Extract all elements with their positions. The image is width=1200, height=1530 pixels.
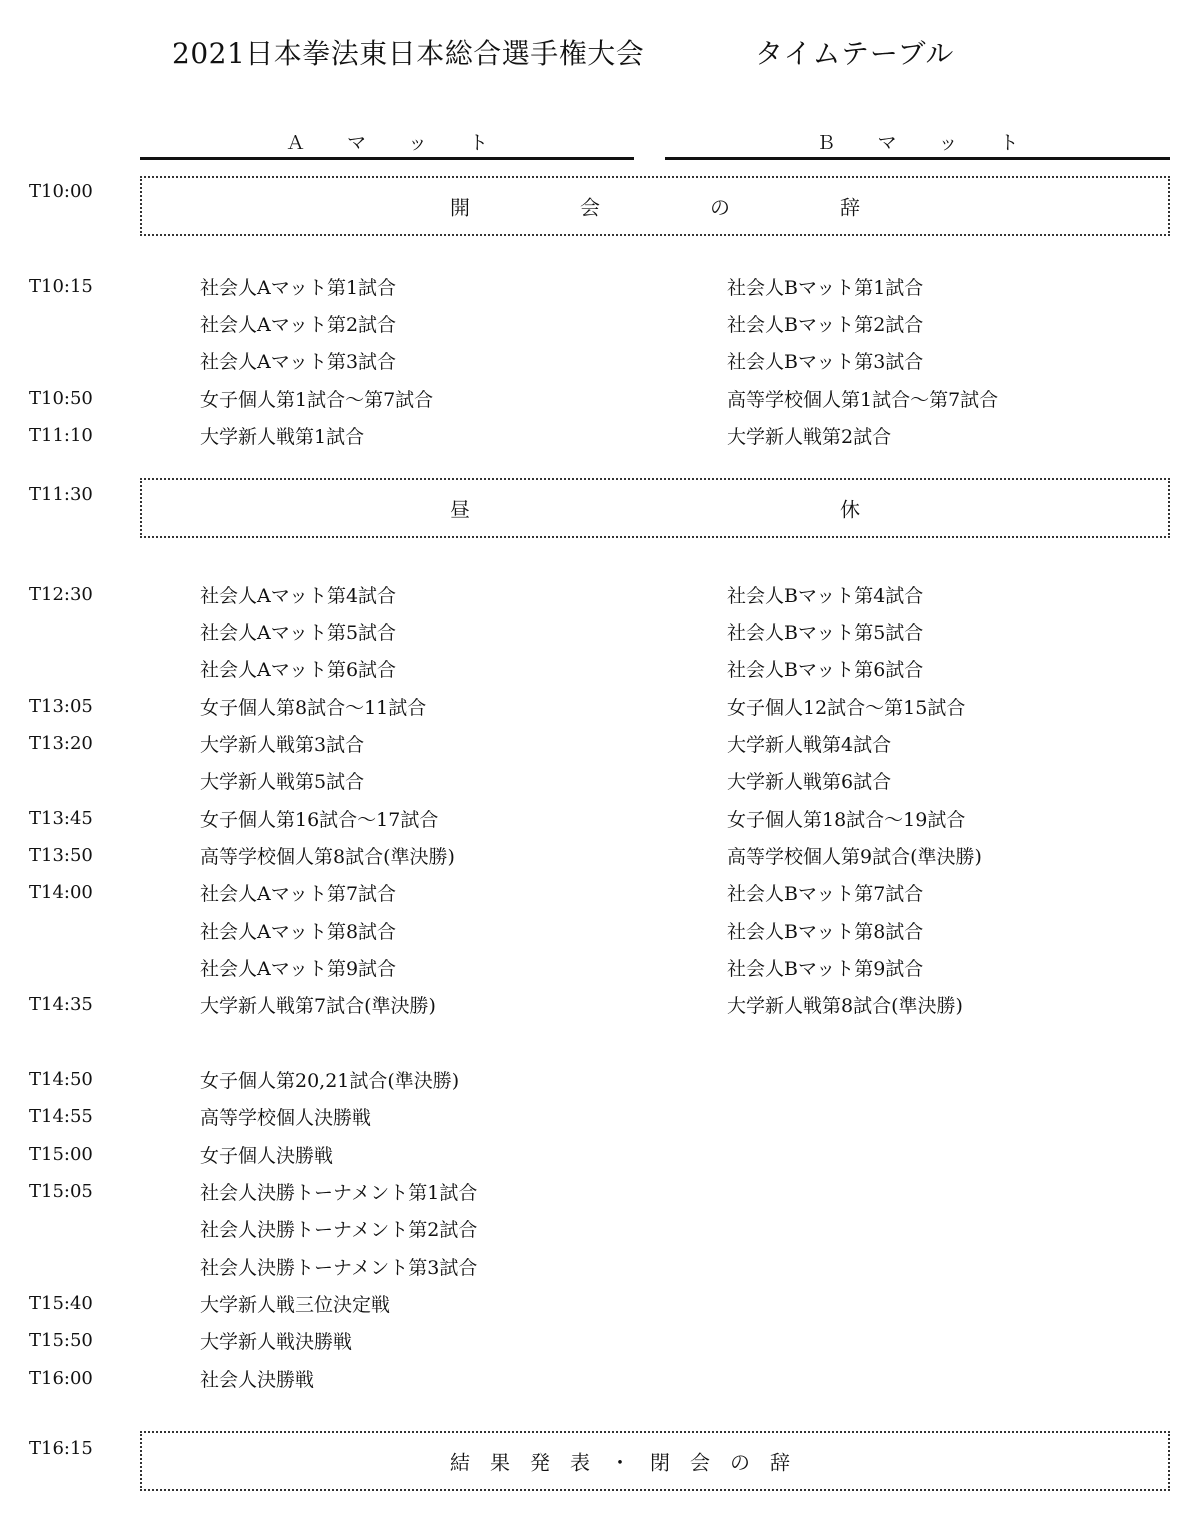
mat-a-header	[140, 128, 634, 160]
mat-a-match: 高等学校個人第8試合(準決勝)	[200, 846, 455, 868]
mat-a-match: 社会人Aマット第8試合	[200, 921, 397, 943]
mat-b-header	[665, 128, 1170, 160]
mat-a-match: 大学新人戦第7試合(準決勝)	[200, 995, 436, 1017]
mat-b-match: 社会人Bマット第2試合	[727, 314, 924, 336]
opening-time: T10:00	[29, 181, 93, 202]
row-time: T14:00	[29, 882, 93, 903]
mat-a-match: 大学新人戦第1試合	[200, 426, 365, 448]
mat-a-match: 社会人Aマット第5試合	[200, 622, 397, 644]
closing-ceremony-box	[140, 1431, 1170, 1491]
mat-a-label: Ａ マ ッ ト	[285, 132, 507, 154]
mat-a-match: 女子個人第20,21試合(準決勝)	[200, 1070, 460, 1092]
row-time: T10:50	[29, 388, 93, 409]
mat-a-match: 社会人Aマット第7試合	[200, 883, 397, 905]
mat-b-match: 高等学校個人第9試合(準決勝)	[727, 846, 982, 868]
row-time: T13:45	[29, 808, 93, 829]
mat-a-match: 大学新人戦第5試合	[200, 771, 365, 793]
mat-a-match: 社会人Aマット第1試合	[200, 277, 397, 299]
mat-a-match: 大学新人戦第3試合	[200, 734, 365, 756]
mat-a-match: 社会人決勝トーナメント第3試合	[200, 1257, 478, 1279]
mat-b-match: 社会人Bマット第4試合	[727, 585, 924, 607]
row-time: T12:30	[29, 584, 93, 605]
closing-time: T16:15	[29, 1438, 93, 1459]
mat-a-match: 社会人Aマット第3試合	[200, 351, 397, 373]
mat-b-match: 社会人Bマット第6試合	[727, 659, 924, 681]
mat-b-match: 社会人Bマット第8試合	[727, 921, 924, 943]
mat-b-label: Ｂ マ ッ ト	[816, 132, 1037, 154]
closing-text: 結 果 発 表 ・ 閉 会 の 辞	[450, 1450, 790, 1475]
mat-a-match: 女子個人第1試合～第7試合	[200, 389, 434, 411]
row-time: T13:50	[29, 845, 93, 866]
row-time: T14:50	[29, 1069, 93, 1090]
mat-a-match: 女子個人第8試合～11試合	[200, 697, 427, 719]
lunch-break-box	[140, 478, 1170, 538]
mat-b-match: 女子個人12試合～第15試合	[727, 697, 966, 719]
lunch-char-1: 昼	[450, 497, 470, 522]
mat-a-match: 社会人Aマット第4試合	[200, 585, 397, 607]
opening-char-2: 会	[580, 195, 600, 220]
opening-ceremony-box	[140, 176, 1170, 236]
mat-b-match: 社会人Bマット第3試合	[727, 351, 924, 373]
mat-a-match: 社会人Aマット第2試合	[200, 314, 397, 336]
mat-b-match: 女子個人第18試合～19試合	[727, 809, 966, 831]
mat-b-match: 高等学校個人第1試合～第7試合	[727, 389, 999, 411]
row-time: T15:50	[29, 1330, 93, 1351]
row-time: T15:00	[29, 1144, 93, 1165]
mat-a-match: 社会人決勝トーナメント第2試合	[200, 1219, 478, 1241]
row-time: T15:05	[29, 1181, 93, 1202]
mat-a-match: 女子個人決勝戦	[200, 1145, 334, 1167]
row-time: T16:00	[29, 1368, 93, 1389]
mat-b-match: 社会人Bマット第9試合	[727, 958, 924, 980]
row-time: T13:05	[29, 696, 93, 717]
mat-a-match: 社会人決勝戦	[200, 1369, 315, 1391]
opening-char-3: の	[710, 195, 730, 220]
mat-a-match: 社会人決勝トーナメント第1試合	[200, 1182, 478, 1204]
row-time: T11:10	[29, 425, 93, 446]
row-time: T13:20	[29, 733, 93, 754]
lunch-time: T11:30	[29, 484, 93, 505]
row-time: T14:35	[29, 994, 93, 1015]
lunch-char-2: 休	[840, 497, 860, 522]
mat-b-rule	[665, 157, 1170, 160]
mat-a-rule	[140, 157, 634, 160]
row-time: T15:40	[29, 1293, 93, 1314]
mat-b-match: 大学新人戦第8試合(準決勝)	[727, 995, 963, 1017]
opening-char-4: 辞	[840, 195, 860, 220]
mat-a-match: 大学新人戦三位決定戦	[200, 1294, 391, 1316]
mat-a-match: 社会人Aマット第6試合	[200, 659, 397, 681]
mat-b-match: 大学新人戦第4試合	[727, 734, 892, 756]
mat-b-match: 社会人Bマット第5試合	[727, 622, 924, 644]
opening-char-1: 開	[450, 195, 470, 220]
mat-b-match: 社会人Bマット第7試合	[727, 883, 924, 905]
mat-a-match: 大学新人戦決勝戦	[200, 1331, 353, 1353]
event-title: 2021日本拳法東日本総合選手権大会	[172, 37, 645, 70]
mat-b-match: 社会人Bマット第1試合	[727, 277, 924, 299]
mat-b-match: 大学新人戦第2試合	[727, 426, 892, 448]
row-time: T14:55	[29, 1106, 93, 1127]
mat-a-match: 高等学校個人決勝戦	[200, 1107, 372, 1129]
row-time: T10:15	[29, 276, 93, 297]
mat-b-match: 大学新人戦第6試合	[727, 771, 892, 793]
mat-a-match: 社会人Aマット第9試合	[200, 958, 397, 980]
mat-a-match: 女子個人第16試合～17試合	[200, 809, 439, 831]
timetable-subtitle: タイムテーブル	[755, 37, 955, 70]
